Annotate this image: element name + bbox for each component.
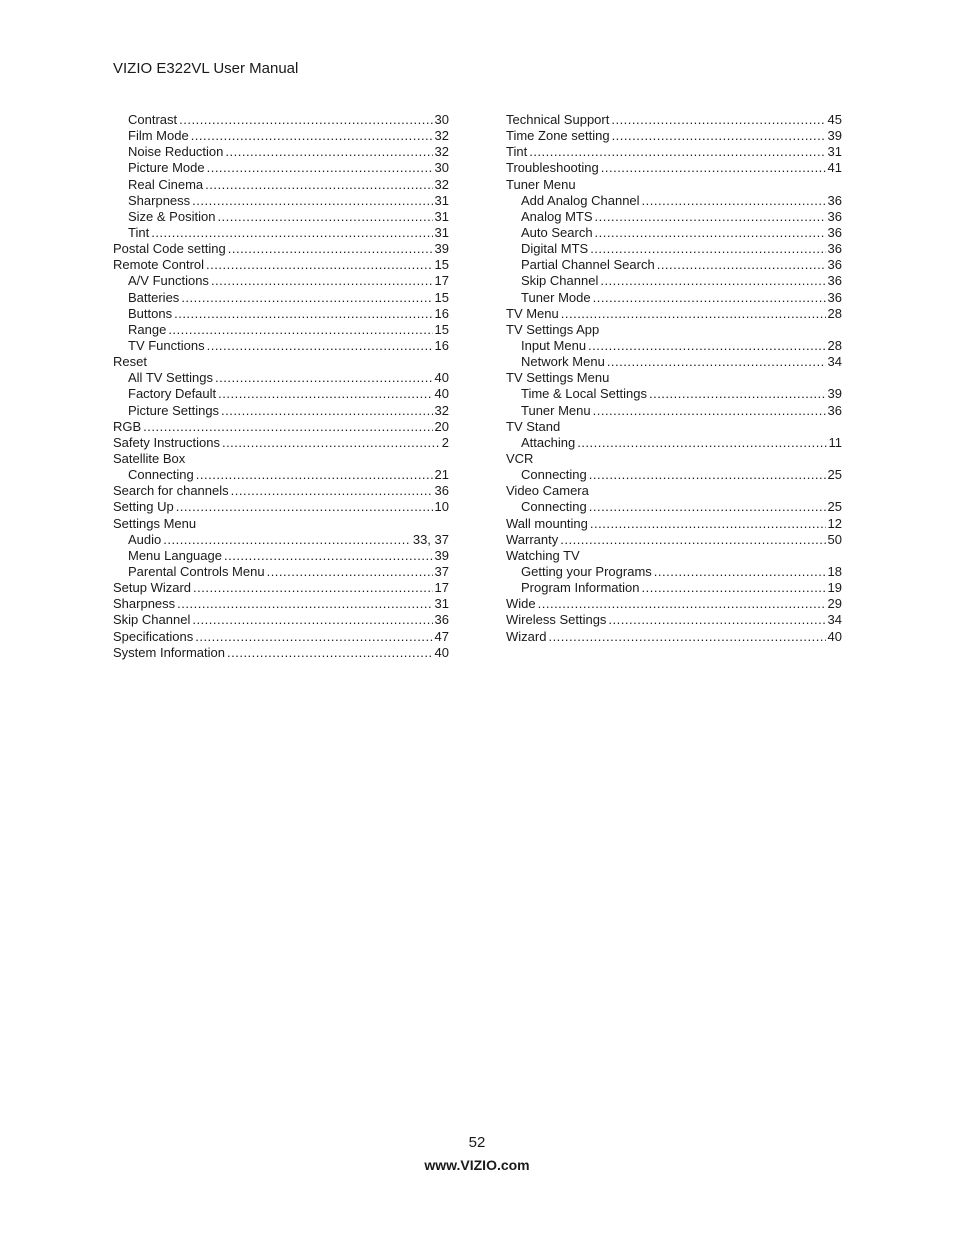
index-subentry	[506, 290, 842, 306]
index-entry-page: 32	[434, 144, 449, 160]
index-entry	[506, 160, 842, 176]
index-entry-page: 36	[827, 257, 842, 273]
index-subentry	[113, 128, 449, 144]
index-subentry	[113, 177, 449, 193]
index-entry-label: Tuner Menu	[521, 402, 591, 418]
index-entry	[113, 629, 449, 645]
index-entry	[113, 645, 449, 661]
index-entry-page: 36	[827, 289, 842, 305]
index-entry	[506, 177, 842, 193]
dot-leader	[222, 435, 440, 451]
index-entry-label: Watching TV	[506, 547, 580, 563]
index-entry	[506, 596, 842, 612]
index-entry-label: Connecting	[521, 467, 587, 483]
page-number: 52	[468, 1134, 486, 1151]
index-entry-page: 36	[827, 224, 842, 240]
dot-leader	[593, 290, 826, 306]
index-entry-label: Reset	[113, 354, 147, 370]
index-entry-page: 36	[827, 402, 842, 418]
index-entry-label: Film Mode	[128, 128, 189, 144]
index-subentry	[113, 144, 449, 160]
dot-leader	[224, 548, 433, 564]
index-entry-label: RGB	[113, 418, 142, 434]
index-entry-label: Audio	[128, 531, 162, 547]
index-entry-label: Picture Settings	[128, 402, 220, 418]
dot-leader	[168, 322, 432, 338]
index-entry-label: TV Stand	[506, 418, 561, 434]
index-entry-page: 47	[434, 628, 449, 644]
index-subentry	[113, 564, 449, 580]
index-entry-label: Connecting	[128, 467, 194, 483]
index-entry-label: Program Information	[521, 580, 640, 596]
index-entry-page: 31	[434, 224, 449, 240]
dot-leader	[612, 128, 826, 144]
index-entry-label: Batteries	[128, 289, 180, 305]
dot-leader	[192, 193, 432, 209]
index-entry-page: 31	[434, 192, 449, 208]
dot-leader	[215, 370, 433, 386]
index-entry-label: Parental Controls Menu	[128, 563, 265, 579]
index-entry	[506, 370, 842, 386]
index-entry-page: 31	[434, 208, 449, 224]
index-subentry	[506, 209, 842, 225]
index-subentry	[113, 209, 449, 225]
dot-leader	[217, 209, 432, 225]
index-entry	[113, 499, 449, 515]
dot-leader	[590, 241, 825, 257]
index-entry-page: 36	[827, 273, 842, 289]
index-subentry	[113, 112, 449, 128]
index-entry-page: 32	[434, 176, 449, 192]
dot-leader	[221, 403, 432, 419]
index-entry-label: TV Functions	[128, 337, 205, 353]
index-entry-page: 36	[434, 483, 449, 499]
index-entry	[113, 354, 449, 370]
index-entry	[113, 435, 449, 451]
dot-leader	[657, 257, 826, 273]
index-entry-page: 39	[434, 547, 449, 563]
index-subentry	[506, 257, 842, 273]
index-subentry	[113, 532, 449, 548]
dot-leader	[181, 290, 432, 306]
index-entry-page: 31	[434, 596, 449, 612]
index-entry-label: Wireless Settings	[506, 612, 607, 628]
index-subentry	[113, 225, 449, 241]
index-entry	[506, 128, 842, 144]
index-entry-label: Picture Mode	[128, 160, 205, 176]
dot-leader	[600, 273, 825, 289]
index-entry-label: Tuner Mode	[521, 289, 591, 305]
dot-leader	[205, 177, 432, 193]
index-entry-label: Wall mounting	[506, 515, 588, 531]
index-entry-label: Attaching	[521, 434, 576, 450]
index-entry-page: 39	[434, 241, 449, 257]
index-entry-label: Menu Language	[128, 547, 222, 563]
dot-leader	[642, 193, 826, 209]
index-subentry	[506, 354, 842, 370]
index-entry-page: 17	[434, 273, 449, 289]
index-entry-page: 40	[827, 628, 842, 644]
index-entry-label: Buttons	[128, 305, 173, 321]
index-entry-label: Input Menu	[521, 337, 587, 353]
index-entry	[506, 322, 842, 338]
index-entry-page: 28	[827, 337, 842, 353]
index-entry-page: 16	[434, 305, 449, 321]
index-entry	[113, 419, 449, 435]
index-subentry	[113, 548, 449, 564]
index-entry-page: 21	[434, 467, 449, 483]
index-entry-page: 12	[827, 515, 842, 531]
index-entry-label: A/V Functions	[128, 273, 209, 289]
index-entry-label: Digital MTS	[521, 241, 589, 257]
dot-leader	[195, 629, 432, 645]
dot-leader	[589, 499, 826, 515]
index-entry-label: All TV Settings	[128, 370, 214, 386]
index-entry-page: 36	[827, 241, 842, 257]
index-subentry	[113, 467, 449, 483]
index-entry-label: Range	[128, 321, 167, 337]
index-entry-page: 32	[434, 402, 449, 418]
index-entry-page: 15	[434, 289, 449, 305]
index-subentry	[506, 499, 842, 515]
footer-website: www.VIZIO.com	[424, 1157, 530, 1173]
index-entry-page: 10	[434, 499, 449, 515]
index-entry	[113, 580, 449, 596]
index-entry-label: Noise Reduction	[128, 144, 224, 160]
dot-leader	[595, 225, 826, 241]
dot-leader	[176, 499, 433, 515]
dot-leader	[654, 564, 826, 580]
index-entry-page: 17	[434, 580, 449, 596]
dot-leader	[206, 257, 432, 273]
dot-leader	[561, 306, 826, 322]
index-subentry	[113, 338, 449, 354]
index-entry	[506, 532, 842, 548]
index-entry-page: 11	[828, 434, 842, 450]
index-subentry	[506, 580, 842, 596]
index-entry-page: 15	[434, 257, 449, 273]
index-entry-page: 36	[434, 612, 449, 628]
dot-leader	[267, 564, 433, 580]
dot-leader	[207, 160, 433, 176]
index-entry	[113, 596, 449, 612]
index-subentry	[506, 241, 842, 257]
index-entry-page: 39	[827, 386, 842, 402]
index-entry-label: Sharpness	[128, 192, 191, 208]
index-entry-label: Network Menu	[521, 354, 605, 370]
index-entry-page: 40	[434, 370, 449, 386]
index-entry-page: 29	[827, 596, 842, 612]
index-subentry	[506, 386, 842, 402]
index-entry-label: TV Menu	[506, 305, 559, 321]
index-entry-page: 30	[434, 160, 449, 176]
index-entry-label: Skip Channel	[521, 273, 599, 289]
index-entry	[113, 257, 449, 273]
index-entry-label: Time & Local Settings	[521, 386, 647, 402]
dot-leader	[143, 419, 432, 435]
index-entry-label: Skip Channel	[113, 612, 191, 628]
index-entry-page: 40	[434, 386, 449, 402]
index-entry-page: 36	[827, 192, 842, 208]
index-entry-label: Warranty	[506, 531, 559, 547]
index-column-left	[113, 112, 449, 661]
index-subentry	[113, 370, 449, 386]
index-entry-page: 2	[441, 434, 449, 450]
dot-leader	[577, 435, 826, 451]
index-entry	[506, 483, 842, 499]
index-entry	[506, 306, 842, 322]
index-entry	[113, 516, 449, 532]
index-subentry	[506, 564, 842, 580]
index-entry	[113, 612, 449, 628]
index-subentry	[506, 338, 842, 354]
index-entry-page: 40	[434, 644, 449, 660]
index-entry-label: Setup Wizard	[113, 580, 192, 596]
index-subentry	[506, 225, 842, 241]
index-entry-page: 18	[827, 563, 842, 579]
index-entry-page: 37	[434, 563, 449, 579]
index-entry-label: Satellite Box	[113, 450, 186, 466]
index-subentry	[506, 193, 842, 209]
index-entry-label: Tuner Menu	[506, 176, 576, 192]
index-entry-label: Postal Code setting	[113, 241, 226, 257]
index-entry-page: 31	[827, 144, 842, 160]
index-entry-page: 34	[827, 354, 842, 370]
index-subentry	[506, 467, 842, 483]
index-entry-page: 28	[827, 305, 842, 321]
index-entry-label: Size & Position	[128, 208, 216, 224]
index-entry-label: Specifications	[113, 628, 194, 644]
index-entry-label: Setting Up	[113, 499, 174, 515]
dot-leader	[607, 354, 826, 370]
index-entry-label: Troubleshooting	[506, 160, 599, 176]
index-entry-label: Technical Support	[506, 112, 610, 127]
index-entry	[113, 241, 449, 257]
index-entry-label: Tint	[128, 224, 150, 240]
index-entry-label: Getting your Programs	[521, 563, 652, 579]
index-entry-page: 33, 37	[412, 531, 449, 547]
dot-leader	[191, 128, 433, 144]
dot-leader	[548, 629, 825, 645]
index-entry-label: Contrast	[128, 112, 178, 127]
dot-leader	[649, 386, 826, 402]
index-entry-label: Add Analog Channel	[521, 192, 640, 208]
index-entry	[506, 451, 842, 467]
dot-leader	[174, 306, 432, 322]
index-subentry	[113, 403, 449, 419]
index-entry-page: 39	[827, 128, 842, 144]
dot-leader	[163, 532, 411, 548]
index-subentry	[506, 273, 842, 289]
index-entry	[113, 483, 449, 499]
dot-leader	[211, 273, 433, 289]
index-entry	[506, 144, 842, 160]
index-entry-label: Remote Control	[113, 257, 205, 273]
index-entry-label: VCR	[506, 450, 534, 466]
dot-leader	[193, 580, 432, 596]
dot-leader	[593, 403, 826, 419]
index-subentry	[113, 290, 449, 306]
dot-leader	[196, 467, 433, 483]
dot-leader	[588, 338, 825, 354]
index-entry-page: 32	[434, 128, 449, 144]
index-entry-page: 25	[827, 499, 842, 515]
index-entry-page: 30	[434, 112, 449, 127]
dot-leader	[529, 144, 825, 160]
index-subentry	[113, 322, 449, 338]
index-entry-label: Safety Instructions	[113, 434, 220, 450]
dot-leader	[589, 467, 826, 483]
dot-leader	[601, 160, 826, 176]
dot-leader	[192, 612, 432, 628]
index-entry-page: 41	[827, 160, 842, 176]
dot-leader	[611, 112, 825, 128]
dot-leader	[560, 532, 825, 548]
index-entry	[506, 112, 842, 128]
dot-leader	[177, 596, 432, 612]
index-entry-page: 15	[434, 321, 449, 337]
index-entry-label: Auto Search	[521, 224, 593, 240]
index-subentry	[506, 403, 842, 419]
index-subentry	[113, 386, 449, 402]
dot-leader	[151, 225, 432, 241]
dot-leader	[228, 241, 433, 257]
index-entry-label: TV Settings App	[506, 321, 600, 337]
index-entry-page: 25	[827, 467, 842, 483]
index-entry-label: Partial Channel Search	[521, 257, 655, 273]
dot-leader	[207, 338, 433, 354]
index-entry-page: 20	[434, 418, 449, 434]
index-entry-label: Real Cinema	[128, 176, 204, 192]
index-entry	[113, 451, 449, 467]
index-entry-page: 36	[827, 208, 842, 224]
index-entry-page: 45	[827, 112, 842, 127]
index-entry-page: 34	[827, 612, 842, 628]
dot-leader	[227, 645, 433, 661]
index-subentry	[113, 160, 449, 176]
index-entry-label: Wizard	[506, 628, 547, 644]
index-entry-label: Time Zone setting	[506, 128, 610, 144]
index-column-right	[506, 112, 842, 645]
index-entry	[506, 629, 842, 645]
index-entry-label: System Information	[113, 644, 225, 660]
index-entry-label: Connecting	[521, 499, 587, 515]
dot-leader	[608, 612, 825, 628]
document-header: VIZIO E322VL User Manual	[113, 60, 299, 77]
index-subentry	[113, 273, 449, 289]
index-entry-label: Sharpness	[113, 596, 176, 612]
index-entry	[506, 548, 842, 564]
index-entry	[506, 612, 842, 628]
index-entry-label: Analog MTS	[521, 208, 593, 224]
dot-leader	[225, 144, 432, 160]
dot-leader	[218, 386, 432, 402]
index-entry-label: Video Camera	[506, 483, 589, 499]
index-entry-page: 19	[827, 580, 842, 596]
dot-leader	[642, 580, 826, 596]
index-entry-page: 16	[434, 337, 449, 353]
index-entry	[506, 516, 842, 532]
dot-leader	[538, 596, 826, 612]
index-subentry	[506, 435, 842, 451]
index-entry-label: Settings Menu	[113, 515, 197, 531]
dot-leader	[231, 483, 433, 499]
index-entry-label: Search for channels	[113, 483, 229, 499]
index-entry-label: Wide	[506, 596, 536, 612]
index-entry-label: TV Settings Menu	[506, 370, 610, 386]
index-subentry	[113, 306, 449, 322]
index-entry-label: Factory Default	[128, 386, 217, 402]
index-entry	[506, 419, 842, 435]
dot-leader	[590, 516, 826, 532]
index-subentry	[113, 193, 449, 209]
dot-leader	[595, 209, 826, 225]
index-entry-page: 50	[827, 531, 842, 547]
dot-leader	[179, 112, 432, 128]
index-entry-label: Tint	[506, 144, 528, 160]
